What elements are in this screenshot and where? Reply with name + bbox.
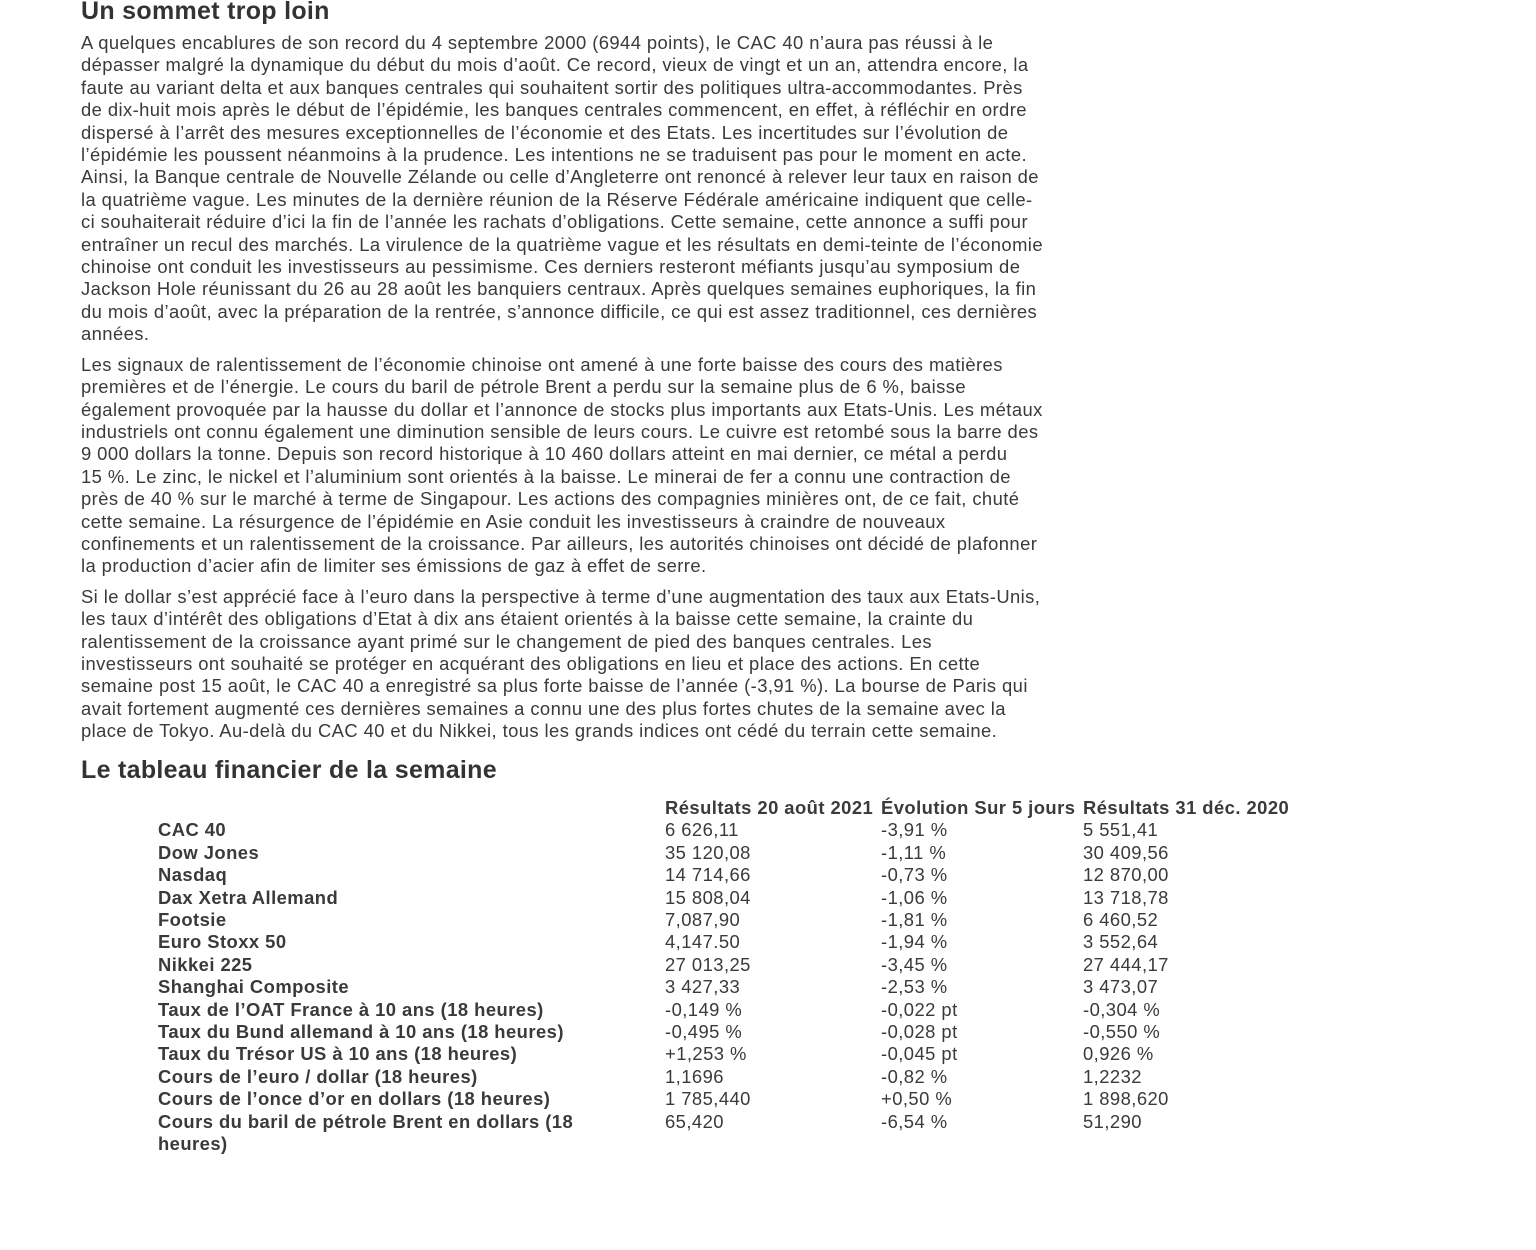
row-evolution: -0,022 pt	[881, 998, 958, 1020]
table-header-row	[158, 797, 1313, 819]
row-evolution: -1,06 %	[881, 886, 948, 908]
row-value-2020: 1,2232	[1083, 1065, 1142, 1087]
row-evolution: -2,53 %	[881, 976, 948, 998]
table-row	[158, 819, 1313, 841]
row-evolution: -6,54 %	[881, 1110, 948, 1132]
article-paragraph: Si le dollar s’est apprécié face à l’euro dans la perspective à terme d’une augmentation des taux aux Etats-Unis, les taux d’intérêt des obligations d’Etat à dix ans étaient orientés à la baisse cette semaine, la crainte du ralentissement de la croissance ayant primé sur le changement de pied des banques centrales. Les investisseurs ont souhaité se protéger en acquérant des obligations en lieu et place des actions. En cette semaine post 15 août, le CAC 40 a enregistré sa plus forte baisse de l’année (-3,91 %). La bourse de Paris qui avait fortement augmenté ces dernières semaines a connu une des plus fortes chutes de la semaine avec la place de Tokyo. Au-delà du CAC 40 et du Nikkei, tous les grands indices ont cédé du terrain cette semaine.	[81, 585, 1041, 742]
row-label	[158, 819, 665, 841]
row-label	[158, 999, 665, 1021]
row-value-2020: 5 551,41	[1083, 819, 1159, 841]
row-label-text: Nasdaq	[158, 864, 228, 886]
row-evolution: -0,045 pt	[881, 1043, 958, 1065]
row-label-text: Shanghai Composite	[158, 976, 350, 998]
table-body	[158, 819, 1313, 1155]
table-row	[158, 1088, 1313, 1110]
row-label	[158, 976, 665, 998]
row-value-2021: 1,1696	[665, 1065, 724, 1087]
row-label	[158, 1088, 665, 1110]
row-label	[158, 1043, 665, 1065]
table-row	[158, 1021, 1313, 1043]
header-cell-results-2020: Résultats 31 déc. 2020	[1083, 797, 1290, 818]
row-label-text: CAC 40	[158, 819, 227, 841]
header-cell-results-2021: Résultats 20 août 2021	[665, 797, 874, 818]
row-value-2020: 27 444,17	[1083, 953, 1169, 975]
row-value-2020: 13 718,78	[1083, 886, 1169, 908]
table-row	[158, 887, 1313, 909]
row-label	[158, 909, 665, 931]
article-paragraph: A quelques encablures de son record du 4 septembre 2000 (6944 points), le CAC 40 n’aura pas réussi à le dépasser malgré la dynamique du début du mois d’août. Ce record, vieux de vingt et un an, attendra encore, la faute au variant delta et aux banques centrales qui souhaitent sortir des politiques ultra-accommodantes. Près de dix-huit mois après le début de l’épidémie, les banques centrales commencent, en effet, à réfléchir en ordre dispersé à l’arrêt des mesures exceptionnelles de l’économie et des Etats. Les incertitudes sur l’évolution de l’épidémie les poussent néanmoins à la prudence. Les intentions ne se traduisent pas pour le moment en acte. Ainsi, la Banque centrale de Nouvelle Zélande ou celle d’Angleterre ont renoncé à relever leur taux en raison de la quatrième vague. Les minutes de la dernière réunion de la Réserve Fédérale américaine indiquent que celle- ci souhaiterait réduire d’ici la fin de l’année les rachats d’obligations. Cette semaine, cette annonce a suffi pour entraîner un recul des marchés. La virulence de la quatrième vague et les résultats en demi-teinte de l’économie chinoise ont conduit les investisseurs au pessimisme. Ces derniers resteront méfiants jusqu’au symposium de Jackson Hole réunissant du 26 au 28 août les banquiers centraux. Après quelques semaines euphoriques, la fin du mois d’août, avec la préparation de la rentrée, s’annonce difficile, ce qui est assez traditionnel, ces dernières années.	[81, 32, 1043, 345]
row-label	[158, 1066, 665, 1088]
table-row	[158, 1111, 1313, 1156]
row-value-2021: 6 626,11	[665, 819, 739, 841]
financial-table	[158, 797, 1313, 1156]
row-value-2020: 6 460,52	[1083, 909, 1159, 931]
table-row	[158, 931, 1313, 953]
row-label-text: Taux de l’OAT France à 10 ans (18 heures)	[158, 998, 544, 1020]
row-label	[158, 864, 665, 886]
row-label-text: Cours de l’once d’or en dollars (18 heures)	[158, 1088, 551, 1110]
row-label-text: Taux du Bund allemand à 10 ans (18 heures)	[158, 1021, 564, 1043]
header-cell-evolution: Évolution Sur 5 jours	[881, 797, 1076, 818]
row-label	[158, 1111, 665, 1156]
row-evolution: -1,11 %	[881, 841, 947, 863]
table-header	[158, 797, 1313, 819]
table-row	[158, 864, 1313, 886]
row-label-text: Dow Jones	[158, 841, 260, 863]
row-value-2021: 1 785,440	[665, 1088, 751, 1110]
article-paragraph: Les signaux de ralentissement de l’économie chinoise ont amené à une forte baisse des cours des matières premières et de l’énergie. Le cours du baril de pétrole Brent a perdu sur la semaine plus de 6 %, baisse également provoquée par la hausse du dollar et l’annonce de stocks plus importants aux Etats-Unis. Les métaux industriels ont connu également une diminution sensible de leurs cours. Le cuivre est retombé sous la barre des 9 000 dollars la tonne. Depuis son record historique à 10 460 dollars atteint en mai dernier, ce métal a perdu 15 %. Le zinc, le nickel et l’aluminium sont orientés à la baisse. Le minerai de fer a connu une contraction de près de 40 % sur le marché à terme de Singapour. Les actions des compagnies minières ont, de ce fait, chuté cette semaine. La résurgence de l’épidémie en Asie conduit les investisseurs à craindre de nouveaux confinements et un ralentissement de la croissance. Par ailleurs, les autorités chinoises ont décidé de plafonner la production d’acier afin de limiter ses émissions de gaz à effet de serre.	[81, 353, 1043, 577]
row-evolution: -0,028 pt	[881, 1021, 958, 1043]
row-label-text: Cours de l’euro / dollar (18 heures)	[158, 1065, 478, 1087]
row-evolution: -0,73 %	[881, 864, 948, 886]
row-value-2021: 27 013,25	[665, 953, 751, 975]
row-value-2021: -0,149 %	[665, 998, 743, 1020]
table-row	[158, 999, 1313, 1021]
row-value-2020: 1 898,620	[1083, 1088, 1169, 1110]
row-value-2020: -0,550 %	[1083, 1021, 1161, 1043]
row-value-2020: 51,290	[1083, 1110, 1142, 1132]
row-value-2021: -0,495 %	[665, 1021, 743, 1043]
row-label-text: Nikkei 225	[158, 953, 253, 975]
row-evolution: -0,82 %	[881, 1065, 948, 1087]
table-row	[158, 1043, 1313, 1065]
row-evolution: -1,81 %	[881, 909, 948, 931]
row-label-text: Dax Xetra Allemand	[158, 886, 339, 908]
row-evolution: +0,50 %	[881, 1088, 953, 1110]
document-page	[81, 0, 1381, 1155]
row-value-2021: 7,087,90	[665, 909, 741, 931]
row-label	[158, 887, 665, 909]
row-evolution: -3,45 %	[881, 953, 948, 975]
row-evolution: -3,91 %	[881, 819, 948, 841]
row-label-text: Taux du Trésor US à 10 ans (18 heures)	[158, 1043, 518, 1065]
article-title: Un sommet trop loin	[81, 0, 330, 25]
article-body	[81, 32, 1381, 743]
row-value-2021: 65,420	[665, 1110, 724, 1132]
row-value-2020: -0,304 %	[1083, 998, 1161, 1020]
row-value-2020: 12 870,00	[1083, 864, 1169, 886]
row-label-text: Euro Stoxx 50	[158, 931, 287, 953]
table-row	[158, 1066, 1313, 1088]
table-title: Le tableau financier de la semaine	[81, 755, 497, 784]
table-row	[158, 842, 1313, 864]
row-value-2021: 15 808,04	[665, 886, 751, 908]
row-label	[158, 954, 665, 976]
header-cell-label	[158, 797, 665, 819]
row-value-2021: 3 427,33	[665, 976, 741, 998]
row-value-2020: 3 552,64	[1083, 931, 1159, 953]
row-evolution: -1,94 %	[881, 931, 948, 953]
row-value-2021: 4,147.50	[665, 931, 741, 953]
row-value-2021: +1,253 %	[665, 1043, 747, 1065]
table-row	[158, 909, 1313, 931]
row-label	[158, 931, 665, 953]
row-value-2021: 14 714,66	[665, 864, 751, 886]
row-label	[158, 842, 665, 864]
row-label-text: Footsie	[158, 909, 227, 931]
row-value-2020: 0,926 %	[1083, 1043, 1154, 1065]
row-label-text: Cours du baril de pétrole Brent en dollars (18 heures)	[158, 1110, 574, 1155]
row-value-2020: 3 473,07	[1083, 976, 1159, 998]
row-value-2021: 35 120,08	[665, 841, 751, 863]
row-label	[158, 1021, 665, 1043]
table-row	[158, 954, 1313, 976]
row-value-2020: 30 409,56	[1083, 841, 1169, 863]
table-row	[158, 976, 1313, 998]
